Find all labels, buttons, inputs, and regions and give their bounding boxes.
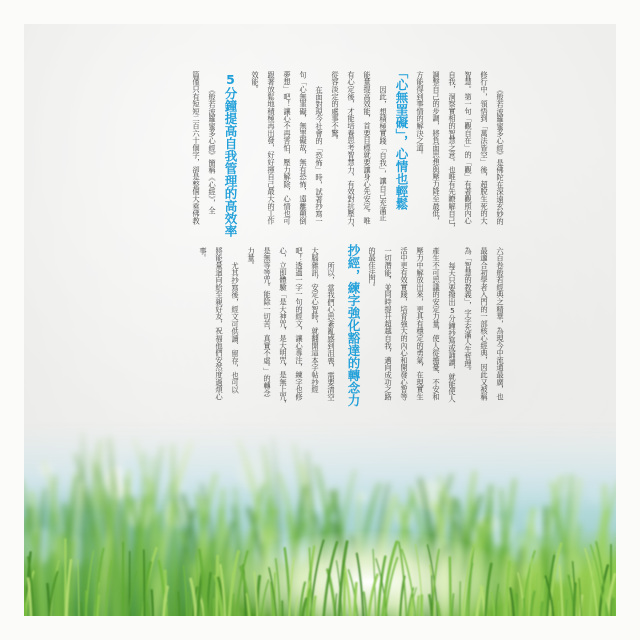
text-column: 心，立即體驗「是大神咒，是大明咒，是無上咒， (279, 247, 288, 408)
text-column: 壓力中解放出來，更具有穩定的勇氣，在現實生 (416, 247, 425, 401)
book-page (24, 24, 616, 616)
text-column: 一切潛能，並同時提升超越自我，邁向成功之路 (384, 247, 393, 401)
text-column: 大腦雜訊，安定心智時，就翻開這本字帖抄經 (311, 247, 320, 393)
text-column: 在面對現今社會的「恐怖」時，試著抄寫一 (315, 85, 324, 225)
grass-blade (614, 599, 615, 616)
text-column: 方能得到事情的解決之道。 (416, 71, 425, 159)
text-column: 因此，想積極實踐「自我」，讓自己充滿正 (379, 85, 388, 221)
grass-blade (344, 573, 345, 616)
section-heading: 「心無罣礙」，心情也輕鬆 (394, 66, 409, 210)
text-column: 吧！透過一字一句的經文，讓心專注，練字也修 (295, 247, 304, 401)
text-column: 篇僅只有短短二百六十個字，卻是整個大乘佛教 (192, 71, 201, 225)
text-column: 從容淡定的處事不驚。 (331, 71, 340, 144)
grass-blade (152, 590, 153, 616)
grass-blade (450, 557, 451, 616)
text-column: 的最佳法門。 (368, 247, 377, 291)
text-column: 每天只要撥出5分鐘抄寫或誦讀，就能使人 (448, 261, 457, 402)
text-column: 智慧。第一句「觀自在」的「觀」有著觀照內心 (464, 71, 473, 225)
text-column: 句「心無罣礙，無罣礙故，無有恐怖，遠離顛倒 (299, 71, 308, 225)
grass-blade (417, 596, 418, 616)
text-column: 能量提高效能，首要目標就要讓身心先安定。唯 (363, 71, 372, 225)
grass-blade (412, 596, 413, 616)
text-column: 最適合初學者入門的一部核心經典，因此又被稱 (480, 247, 489, 401)
grass-blade (173, 445, 175, 616)
upper-text-block (188, 66, 508, 263)
bokeh-light (588, 487, 604, 503)
text-column: 六百卷般若經典之精華，為現今中流通最廣，也 (496, 247, 505, 401)
text-column: 效能。 (251, 71, 260, 93)
text-column: 有心定後，才能培養思考智慧力，有效對抗壓力， (347, 71, 356, 232)
grass-blade (574, 584, 575, 616)
text-column: 是無等等咒。能除一切苦，真實不虛。」的轉念 (263, 247, 272, 397)
grass-blade (83, 433, 85, 616)
grass-blade (421, 596, 422, 617)
text-column: 調整自己的步調，將負面思想與壓力降至最低， (432, 71, 441, 225)
text-column: 所以，當我們心思紊亂感到沮喪，需要清空 (327, 261, 336, 401)
text-column: 為「智慧的教義」，字字充滿人生哲理。 (464, 247, 473, 375)
section-heading: 抄經，練字強化豁達的轉念力 (346, 244, 361, 407)
text-column: 力量。 (247, 247, 256, 269)
grass-blade (524, 599, 525, 616)
grass-blade (144, 550, 145, 616)
text-column: 將能量迴向給至親好友，祝福他們安然度過煩心 (215, 247, 224, 401)
text-column: 夢想」吧！讓心不再害怕，壓力解除，心情也可 (283, 71, 292, 225)
lower-text-block (195, 244, 508, 427)
text-column: 活中更有效實踐，培育強大的內心和開發心智等 (400, 247, 409, 401)
section-heading: 5分鐘提高自我管理的高效率 (223, 72, 238, 237)
text-column: 《般若波羅蜜多心經》簡稱《心經》，全 (208, 85, 217, 214)
text-column: 產生不可思議的安定力量，使人從擔憂、不安和 (432, 247, 441, 401)
text-column: 自我，洞察實相的智慧之意。也唯有先瞭解自己， (448, 71, 457, 232)
grass-blade (460, 582, 461, 616)
grass-blade (282, 601, 283, 616)
grass-blade (566, 600, 567, 616)
text-column: 尤其抄寫後，經文可供讀、留存，也可以 (231, 261, 240, 393)
text-column: 事。 (199, 247, 208, 262)
text-column: 修行中，領悟到「萬法皆空」後，超脫生死的大 (480, 71, 489, 225)
grass-blade (541, 603, 543, 616)
text-column: 跟著放鬆地積極再出發，好好揮自己最大的工作 (267, 71, 276, 225)
text-column: 《般若波羅蜜多心經》是佛陀在深遠玄妙的 (496, 85, 505, 225)
